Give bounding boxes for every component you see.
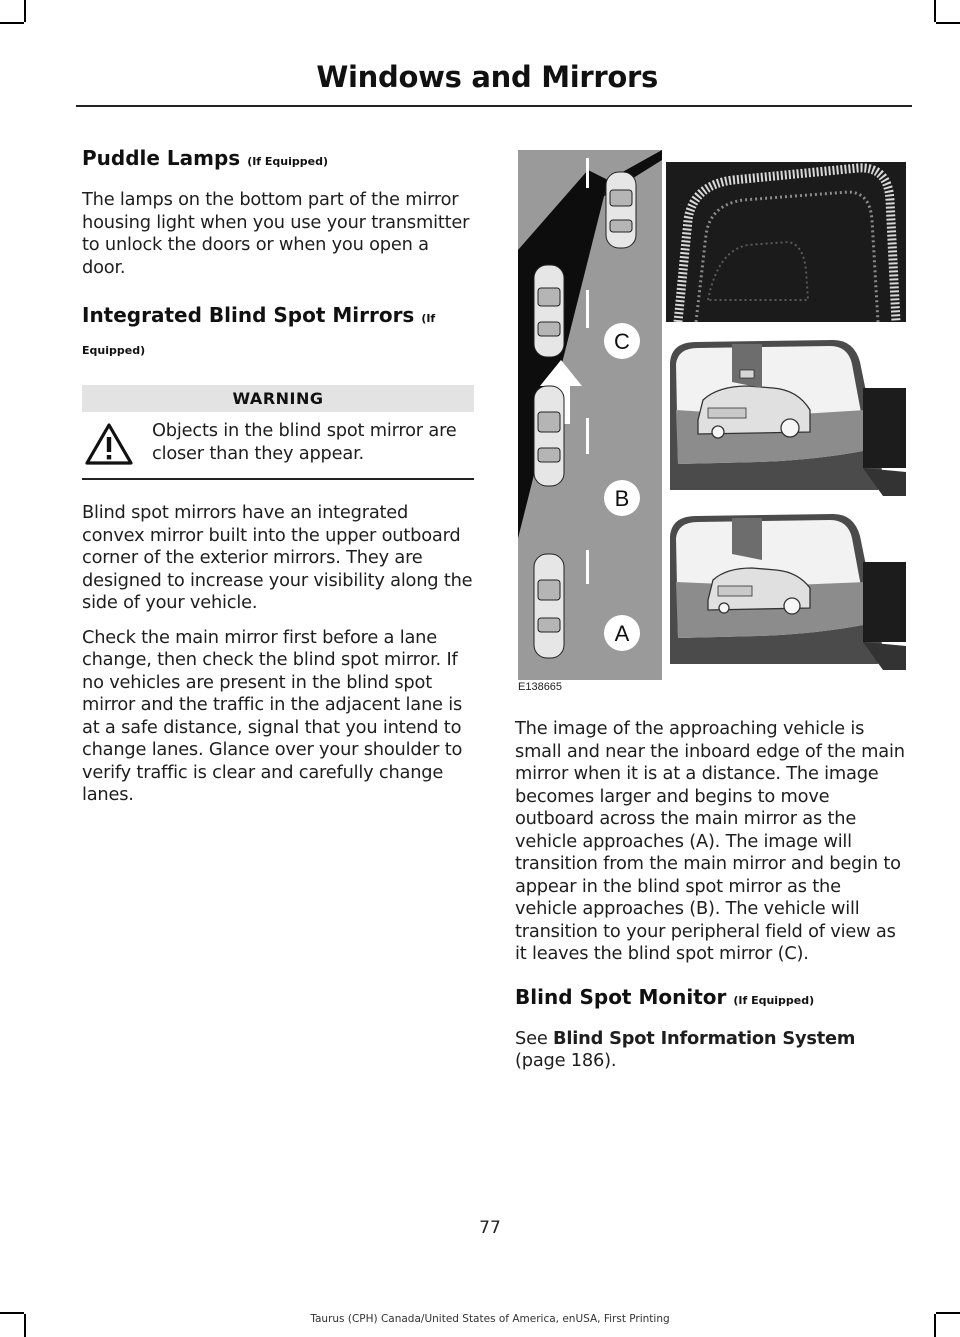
crop-mark [0, 22, 24, 24]
crop-mark [24, 0, 26, 22]
blind-spot-mirrors-para-1: Blind spot mirrors have an integrated convex mirror built into the upper outboard corner of the exterior mirrors. They are designed to increase your visibility along the side of your vehicle. [82, 502, 473, 613]
page-number: 77 [479, 1218, 501, 1238]
page-title: Windows and Mirrors [316, 60, 658, 94]
blind-spot-mirrors-para-2: Check the main mirror first before a lane change, then check the blind spot mirror. If no vehicles are present in the blind spot mirror and the traffic in the adjacent lane is at a safe distance, signal that you intend to change lanes. Glance over your shoulder to verify traffic is clear and carefully change lanes. [82, 626, 463, 805]
blind-spot-monitor-ref: See Blind Spot Information System (page 186). [515, 1027, 856, 1071]
label-c: C [614, 329, 630, 354]
blind-spot-mirrors-heading: Integrated Blind Spot Mirrors (If Equipped) [82, 303, 436, 357]
approach-body: The image of the approaching vehicle is small and near the inboard edge of the main mirror when it is at a distance. The image becomes larger and begins to move outboard across the main mirror as the vehicle approaches (A). The image will transition from the main mirror and begin to appear in the blind spot mirror as the vehicle approaches (B). The vehicle will transition to your peripheral field of view as it leaves the blind spot mirror (C). [515, 718, 905, 964]
mirror-a [666, 510, 906, 670]
warning-triangle-icon [84, 422, 134, 466]
blind-spot-mirror-illustration [518, 150, 908, 690]
warning-box [82, 385, 474, 480]
figure-code: E138665 [518, 681, 563, 690]
header-divider [76, 105, 912, 107]
right-column [515, 718, 907, 1073]
crop-mark [936, 22, 960, 24]
car-own [534, 386, 564, 486]
warning-label: WARNING [82, 385, 474, 412]
blind-spot-info-link[interactable]: Blind Spot Information System [553, 1027, 856, 1049]
mirror-b [666, 336, 906, 496]
puddle-lamps-heading: Puddle Lamps (If Equipped) [82, 146, 329, 170]
blind-spot-monitor-heading: Blind Spot Monitor (If Equipped) [515, 984, 815, 1009]
footer-text: Taurus (CPH) Canada/United States of America, enUSA, First Printing [310, 1313, 670, 1325]
label-b: B [614, 486, 630, 511]
label-a: A [614, 621, 630, 646]
car-rear [534, 554, 564, 658]
car-top [606, 172, 636, 248]
left-column [82, 143, 474, 807]
crop-mark [934, 0, 936, 22]
puddle-lamps-body: The lamps on the bottom part of the mirror housing light when you use your transmitter to unlock the doors or when you open a door. [82, 189, 470, 278]
car-lead [534, 265, 564, 357]
warning-text: Objects in the blind spot mirror are closer than they appear. [152, 420, 457, 464]
peripheral-view-panel [666, 162, 906, 322]
